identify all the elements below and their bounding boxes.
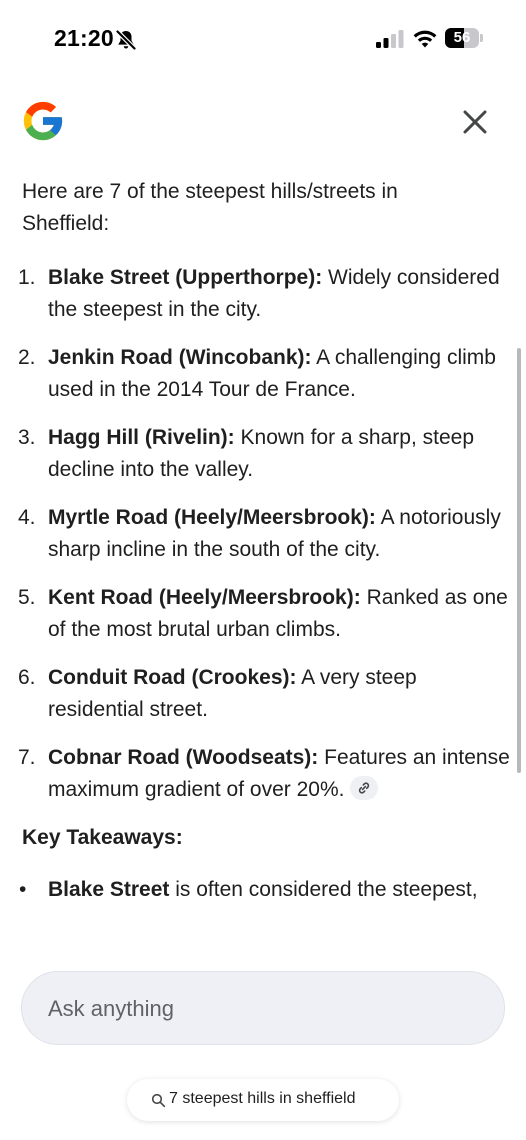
battery-cap xyxy=(480,34,483,42)
list-item-title: Blake Street (Upperthorpe): xyxy=(48,266,323,289)
list-item xyxy=(18,342,510,406)
list-item-number: 1. xyxy=(18,266,36,289)
list-item-title: Kent Road (Heely/Meersbrook): xyxy=(48,586,361,609)
battery-icon xyxy=(445,28,483,48)
bullet: • xyxy=(19,878,27,901)
list-item-text: A challenging climb used in the 2014 Tour de France. xyxy=(48,346,496,401)
takeaway-text: is often considered the steepest, xyxy=(169,878,478,901)
close-icon[interactable] xyxy=(459,106,491,138)
battery-body xyxy=(445,28,479,48)
takeaway-title: Blake Street xyxy=(48,878,170,901)
list-item-number: 5. xyxy=(18,586,36,609)
key-takeaways-list xyxy=(19,874,510,906)
search-query-chip[interactable] xyxy=(127,1079,399,1121)
list-item-number: 4. xyxy=(18,506,36,529)
cellular-signal-icon xyxy=(376,30,404,48)
list-item-text: A notoriously sharp incline in the south of the city. xyxy=(48,506,501,561)
list-item xyxy=(19,874,510,906)
ask-bar[interactable] xyxy=(21,971,505,1045)
battery-percentage: 56 xyxy=(453,29,471,46)
ask-input[interactable] xyxy=(48,996,468,1022)
list-item-number: 3. xyxy=(18,426,36,449)
list-item-number: 6. xyxy=(18,666,36,689)
google-g-logo xyxy=(20,98,66,144)
answer-intro: Here are 7 of the steepest hills/streets in Sheffield: xyxy=(22,180,398,235)
answer-content xyxy=(18,176,510,958)
list-item-text: Known for a sharp, steep decline into the valley. xyxy=(48,426,474,481)
list-item-text: Ranked as one of the most brutal urban climbs. xyxy=(48,586,508,641)
list-item-number: 2. xyxy=(18,346,36,369)
list-item-number: 7. xyxy=(18,746,36,769)
status-bar xyxy=(0,0,526,80)
list-item xyxy=(18,262,510,326)
bell-slash-icon xyxy=(114,29,138,51)
link-icon xyxy=(357,781,371,795)
list-item xyxy=(18,502,510,566)
list-item-text: Widely considered the steepest in the city. xyxy=(48,266,500,321)
wifi-icon xyxy=(412,27,438,49)
list-item-title: Jenkin Road (Wincobank): xyxy=(48,346,312,369)
content-fade xyxy=(0,940,526,970)
scrollbar[interactable] xyxy=(517,348,521,773)
key-takeaways-heading: Key Takeaways: xyxy=(22,826,183,849)
list-item-text: Features an intense maximum gradient of over 20%. xyxy=(48,746,510,801)
list-item-text: A very steep residential street. xyxy=(48,666,417,721)
steepest-hills-list xyxy=(18,262,510,806)
list-item xyxy=(18,662,510,726)
status-time: 21:20 xyxy=(54,25,114,51)
search-icon xyxy=(151,1093,166,1108)
list-item xyxy=(18,742,510,806)
list-item-title: Myrtle Road (Heely/Meersbrook): xyxy=(48,506,376,529)
list-item-title: Conduit Road (Crookes): xyxy=(48,666,297,689)
list-item xyxy=(18,582,510,646)
search-chip-label: 7 steepest hills in sheffield xyxy=(169,1090,356,1107)
list-item xyxy=(18,422,510,486)
list-item-title: Hagg Hill (Rivelin): xyxy=(48,426,235,449)
source-link-chip[interactable] xyxy=(350,776,378,800)
list-item-title: Cobnar Road (Woodseats): xyxy=(48,746,319,769)
